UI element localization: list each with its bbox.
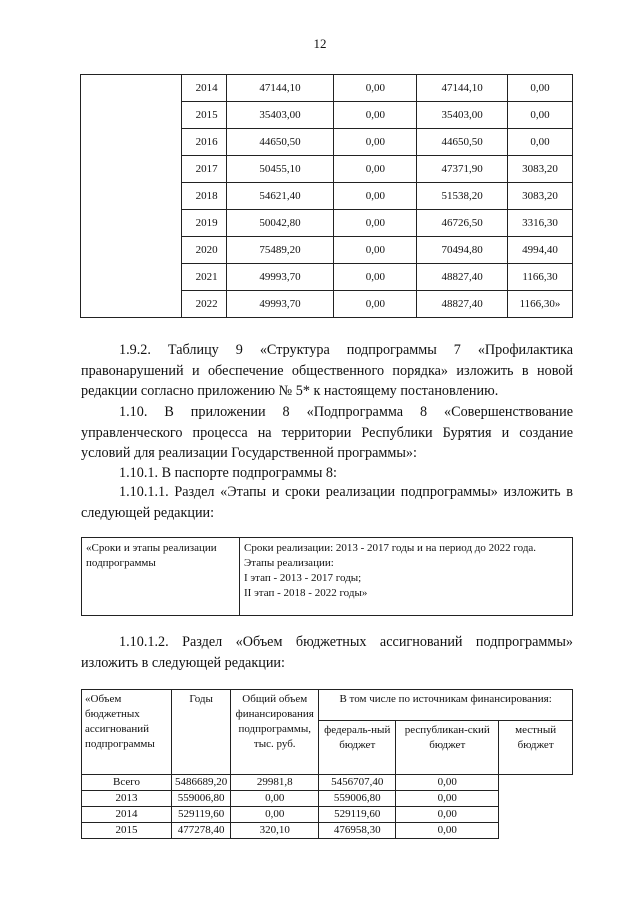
stages-label: «Сроки и этапы реализации подпрограммы xyxy=(82,538,240,616)
cell-year: 2021 xyxy=(181,264,226,291)
cell-republic: 44650,50 xyxy=(417,129,508,156)
table-row xyxy=(81,129,573,156)
cell-republic: 47371,90 xyxy=(417,156,508,183)
cell-republic: 35403,00 xyxy=(417,102,508,129)
cell-federal: 0,00 xyxy=(334,129,417,156)
cell-federal: 0,00 xyxy=(334,237,417,264)
page-number: 12 xyxy=(313,36,327,51)
blank-cell xyxy=(81,264,182,291)
stages-line-4: II этап - 2018 - 2022 годы» xyxy=(244,587,368,599)
table-row xyxy=(81,156,573,183)
cell-federal: 0,00 xyxy=(334,156,417,183)
cell-year: 2022 xyxy=(181,291,226,318)
cell-year: Всего xyxy=(82,775,172,791)
cell-federal: 0,00 xyxy=(231,807,319,823)
blank-cell xyxy=(81,129,182,156)
funding-table-continued xyxy=(80,74,573,318)
table-row xyxy=(81,210,573,237)
budget-table xyxy=(81,689,573,839)
republic-header: республикан-ский бюджет xyxy=(396,720,499,774)
cell-republic: 70494,80 xyxy=(417,237,508,264)
cell-year: 2014 xyxy=(181,75,226,102)
local-header: местный бюджет xyxy=(499,720,573,774)
paragraph-1-10-1-1: 1.10.1.1. Раздел «Этапы и сроки реализации подпрограммы» изложить в следующей редакции: xyxy=(81,484,573,521)
cell-year: 2015 xyxy=(181,102,226,129)
cell-total: 49993,70 xyxy=(226,291,334,318)
cell-federal: 0,00 xyxy=(334,291,417,318)
cell-republic: 5456707,40 xyxy=(319,775,396,791)
cell-republic: 46726,50 xyxy=(417,210,508,237)
table-row xyxy=(82,791,573,807)
cell-total: 35403,00 xyxy=(226,102,334,129)
cell-total: 44650,50 xyxy=(226,129,334,156)
table-row xyxy=(82,775,573,791)
cell-local: 1166,30 xyxy=(508,264,573,291)
cell-federal: 29981,8 xyxy=(231,775,319,791)
cell-federal: 0,00 xyxy=(334,264,417,291)
cell-total: 54621,40 xyxy=(226,183,334,210)
table-row xyxy=(81,183,573,210)
cell-republic: 529119,60 xyxy=(319,807,396,823)
total-header: Общий объем финансирования подпрограммы, тыс. руб. xyxy=(231,690,319,775)
stages-line-2: Этапы реализации: xyxy=(244,557,334,569)
cell-republic: 48827,40 xyxy=(417,291,508,318)
blank-cell xyxy=(81,183,182,210)
table-row xyxy=(81,102,573,129)
cell-local: 3083,20 xyxy=(508,183,573,210)
cell-federal: 0,00 xyxy=(334,183,417,210)
cell-local: 0,00 xyxy=(396,775,499,791)
cell-local: 0,00 xyxy=(508,75,573,102)
cell-republic: 559006,80 xyxy=(319,791,396,807)
stages-content xyxy=(240,538,573,616)
table-row xyxy=(81,75,573,102)
blank-cell xyxy=(81,237,182,264)
cell-federal: 0,00 xyxy=(334,210,417,237)
blank-cell xyxy=(81,156,182,183)
cell-year: 2013 xyxy=(82,791,172,807)
cell-year: 2015 xyxy=(82,823,172,839)
cell-republic: 47144,10 xyxy=(417,75,508,102)
cell-local: 0,00 xyxy=(396,823,499,839)
cell-local: 3083,20 xyxy=(508,156,573,183)
cell-local: 0,00 xyxy=(396,791,499,807)
cell-year: 2018 xyxy=(181,183,226,210)
paragraph-1-10: 1.10. В приложении 8 «Подпрограмма 8 «Совершенствование управленческого процесса на территории Республики Бурятия и создание условий для реализации Государственной программы»: xyxy=(81,404,573,461)
cell-year: 2017 xyxy=(181,156,226,183)
cell-local: 1166,30» xyxy=(508,291,573,318)
paragraph-1-10-1-2: 1.10.1.2. Раздел «Объем бюджетных ассигнований подпрограммы» изложить в следующей редакции: xyxy=(81,634,573,671)
cell-total: 559006,80 xyxy=(172,791,231,807)
cell-total: 49993,70 xyxy=(226,264,334,291)
cell-local: 0,00 xyxy=(508,102,573,129)
years-header: Годы xyxy=(172,690,231,775)
cell-local: 0,00 xyxy=(396,807,499,823)
stages-line-3: I этап - 2013 - 2017 годы; xyxy=(244,572,362,584)
cell-total: 50455,10 xyxy=(226,156,334,183)
table-row xyxy=(81,264,573,291)
table-row xyxy=(81,291,573,318)
cell-local: 3316,30 xyxy=(508,210,573,237)
cell-year: 2016 xyxy=(181,129,226,156)
cell-federal: 320,10 xyxy=(231,823,319,839)
budget-label: «Объем бюджетных ассигнований подпрограммы xyxy=(82,690,172,775)
paragraph-1-9-2: 1.9.2. Таблицу 9 «Структура подпрограммы 7 «Профилактика правонарушений и обеспечение общественного порядка» изложить в новой редакции согласно приложению № 5* к настоящему постановлению. xyxy=(81,342,573,399)
blank-cell xyxy=(81,75,182,102)
cell-total: 47144,10 xyxy=(226,75,334,102)
cell-total: 5486689,20 xyxy=(172,775,231,791)
paragraph-1-10-1: 1.10.1. В паспорте подпрограммы 8: xyxy=(119,465,337,481)
sources-header: В том числе по источникам финансирования: xyxy=(319,690,573,721)
table-row xyxy=(81,237,573,264)
blank-cell xyxy=(81,210,182,237)
cell-year: 2019 xyxy=(181,210,226,237)
cell-federal: 0,00 xyxy=(334,75,417,102)
cell-local: 0,00 xyxy=(508,129,573,156)
cell-total: 75489,20 xyxy=(226,237,334,264)
blank-cell xyxy=(81,291,182,318)
federal-header: федераль-ный бюджет xyxy=(319,720,396,774)
cell-federal: 0,00 xyxy=(231,791,319,807)
cell-total: 529119,60 xyxy=(172,807,231,823)
cell-federal: 0,00 xyxy=(334,102,417,129)
cell-republic: 48827,40 xyxy=(417,264,508,291)
table-row xyxy=(82,807,573,823)
stages-table xyxy=(81,537,573,616)
cell-total: 477278,40 xyxy=(172,823,231,839)
table-row xyxy=(82,823,573,839)
cell-total: 50042,80 xyxy=(226,210,334,237)
cell-local: 4994,40 xyxy=(508,237,573,264)
cell-year: 2014 xyxy=(82,807,172,823)
cell-year: 2020 xyxy=(181,237,226,264)
blank-cell xyxy=(81,102,182,129)
cell-republic: 476958,30 xyxy=(319,823,396,839)
cell-republic: 51538,20 xyxy=(417,183,508,210)
stages-line-1: Сроки реализации: 2013 - 2017 годы и на период до 2022 года. xyxy=(244,542,537,554)
